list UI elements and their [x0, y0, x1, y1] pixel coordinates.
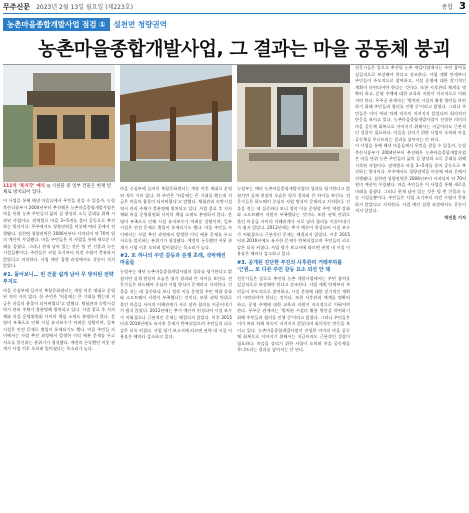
column-2-text: 마을 중심부에 들어선 복합문화센터는 개장 이후 제대로 운영된 적이 거의 없다. 한 주민은 '처음에는 큰 기대를 했는데 지금은 마을의 흉물이 되어버렸다'고 말했다. 체험관과 숙박시설 역시 관리 주체가 불분명해 방치되고 있다. 사업 종료 후 지자체와 마을 운영위원회 사이의 책임 소재도 분명하지 않다. 운영비 부족으로 인해 시설 유지보수가 어려운 상황이며, 일부 시설은 안전 문제로 출입이 통제되기도 했다. 마을 주민들 사이에서는 사업 추진 과정에서 발생한 이익 배분 문제를 두고 서로를 불신하는 분위기가 형성됐다. 예전의 돈독했던 이웃 관계가 사업 이후 오히려 멀어졌다는 목소리가 높다. [120, 186, 232, 250]
column-1 [3, 198, 115, 511]
paper-name: 무주신문 [3, 2, 31, 11]
column-2-text-b: 농림부는 매년 농촌마을종합개발사업의 성과를 평가한다고 밝혔지만 실제 현장의 모습은 평가 결과와 큰 차이를 보인다. 전문가들은 하드웨어 중심의 사업 방식이 문제라고 지적한다. 건물을 짓는 데 집중하다 보니 정작 이를 운영할 주민 역량 강화와 소프트웨어 지원이 부족했다는 것이다. 또한 권역 단위로 묶인 마을들 사이의 이해관계가 서로 달라 합의를 이끌어내기가 쉽지 않았다. 2012년에는 추가 예산이 편성되어 시설 보수가 이뤄졌으나 근본적인 문제는 해결되지 않았다. 이후 2015년과 2016년에도 유사한 문제가 반복되었으며 주민들의 피로감은 더욱 커졌다. 사업 평가 보고서에 따르면 권역 내 시설 이용률은 해마다 감소하고 있다. [120, 269, 232, 339]
masthead [3, 0, 466, 14]
byline: 박진훈 기자 [444, 214, 466, 220]
photo-wooden-shelter [120, 65, 232, 182]
series-subtitle: 설천면 청량권역 [113, 20, 167, 29]
issue-date: 2023년 2월 13일 월요일 (제223호) [36, 4, 133, 11]
column-1-text-b: 마을 중심부에 들어선 복합문화센터는 개장 이후 제대로 운영된 적이 거의 없다. 한 주민은 '처음에는 큰 기대를 했는데 지금은 마을의 흉물이 되어버렸다'고 말했다. 체험관과 숙박시설 역시 관리 주체가 불분명해 방치되고 있다. 사업 종료 후 지자체와 마을 운영위원회 사이의 책임 소재도 분명하지 않다. 운영비 부족으로 인해 시설 유지보수가 어려운 상황이며, 일부 시설은 안전 문제로 출입이 통제되기도 했다. 마을 주민들 사이에서는 사업 추진 과정에서 발생한 이익 배분 문제를 두고 서로를 불신하는 분위기가 형성됐다. 예전의 돈독했던 이웃 관계가 사업 이후 오히려 멀어졌다는 목소리가 높다. [3, 287, 115, 351]
column-4-text-b: 이 사업을 통해 해낸 마을들에서 무엇을 찾을 수 있을까. 농림축산식품부가 2004년부터 추진해온 농촌마을종합개발사업은 마을 단위 농촌 주민들의 삶의 질 향상과 소득 증대를 위해 시작된 사업이다. 권역별로 마을 3~5개를 묶어 공동으로 추진하는 방식이다. 무주에서도 청량권역을 비롯해 여러 곳에서 진행됐다. 설천면 청량권역은 2006년부터 시작되어 약 70억 원의 예산이 투입됐다. 마을 주민들은 이 사업을 통해 새로운 미래를 꿈꿨다. 그러나 현재 남아 있는 것은 텅 빈 건물과 녹슨 시설들뿐이다. 주민들은 사업 초기부터 의견 수렴이 충분하지 않았다고 지적한다. 사업 예산 집행 과정에서도 갈등이 적지 않았다. [355, 143, 466, 213]
column-3 [237, 186, 350, 511]
column-2 [120, 186, 232, 511]
column-3-text-b: 전문가들은 앞으로 추진될 농촌 개발사업에서는 주민 참여를 실질적으로 보장해야 한다고 강조한다. 사업 계획 단계부터 주민들이 주도적으로 참여하고, 시설 운영에 대한 장기적인 계획이 마련되어야 한다는 것이다. 또한 사후관리 체계를 명확히 하고, 운영 주체에 대한 교육과 지원이 지속적으로 이뤄져야 한다. 무주군 관계자는 '방치된 시설의 활용 방안을 마련하기 위해 주민들과 협의를 진행 중'이라고 밝혔다. 그러나 주민들은 이미 여러 차례 약속이 지켜지지 않았다며 회의적인 반응을 보이고 있다. 농촌마을종합개발사업이 진정한 의미의 마을 공동체 회복으로 이어지기 위해서는 지금이라도 근본적인 성찰이 필요하다. 마을을 살리기 위한 사업이 오히려 마을 공동체를 무너뜨리는 결과를 낳아서는 안 된다. [237, 275, 350, 352]
series-header [3, 18, 466, 31]
column-1-text: 이 사업을 통해 해낸 마을들에서 무엇을 찾을 수 있을까. 농림축산식품부가 2004년부터 추진해온 농촌마을종합개발사업은 마을 단위 농촌 주민들의 삶의 질 향상과 소득 증대를 위해 시작된 사업이다. 권역별로 마을 3~5개를 묶어 공동으로 추진하는 방식이다. 무주에서도 청량권역을 비롯해 여러 곳에서 진행됐다. 설천면 청량권역은 2006년부터 시작되어 약 70억 원의 예산이 투입됐다. 마을 주민들은 이 사업을 통해 새로운 미래를 꿈꿨다. 그러나 현재 남아 있는 것은 텅 빈 건물과 녹슨 시설들뿐이다. 주민들은 사업 초기부터 의견 수렴이 충분하지 않았다고 지적한다. 사업 예산 집행 과정에서도 갈등이 적지 않았다. [3, 198, 115, 268]
series-tag: 농촌마을종합개발사업 점검 ① [3, 18, 110, 31]
subhead-2: #2. 또 하나의 주민 갈등과 분쟁 초래, 삭막해진 마을들 [120, 253, 226, 266]
photo-caption [3, 184, 115, 196]
subhead-1: #1. 돌아보니… 빈 건물 쉽게 남아 무 방치된 전략 부지도 [3, 271, 114, 285]
column-3-text: 농림부는 매년 농촌마을종합개발사업의 성과를 평가한다고 밝혔지만 실제 현장의 모습은 평가 결과와 큰 차이를 보인다. 전문가들은 하드웨어 중심의 사업 방식이 문제라고 지적한다. 건물을 짓는 데 집중하다 보니 정작 이를 운영할 주민 역량 강화와 소프트웨어 지원이 부족했다는 것이다. 또한 권역 단위로 묶인 마을들 사이의 이해관계가 서로 달라 합의를 이끌어내기가 쉽지 않았다. 2012년에는 추가 예산이 편성되어 시설 보수가 이뤄졌으나 근본적인 문제는 해결되지 않았다. 이후 2015년과 2016년에도 유사한 문제가 반복되었으며 주민들의 피로감은 더욱 커졌다. 사업 평가 보고서에 따르면 권역 내 시설 이용률은 해마다 감소하고 있다. [237, 186, 350, 256]
section-label: 종합 [441, 4, 454, 11]
headline: 농촌마을종합개발사업, 그 결과는 마을 공동체 붕괴 [38, 38, 451, 60]
caption-highlight: 111억 ‘복지각’ 예식 [3, 184, 46, 189]
article-body [3, 65, 466, 511]
photo-abandoned-building [237, 65, 350, 182]
column-4 [355, 65, 466, 511]
photo-building-exterior [3, 65, 115, 182]
subhead-3: #3. 공개된 진단한 부진의 사후관리 거래부하를 ‘근원… 또 다른 주민 갈등 요소 되선 안 돼 [237, 259, 343, 273]
page-number: 3 [459, 1, 466, 12]
column-4-text: 전문가들은 앞으로 추진될 농촌 개발사업에서는 주민 참여를 실질적으로 보장해야 한다고 강조한다. 사업 계획 단계부터 주민들이 주도적으로 참여하고, 시설 운영에 대한 장기적인 계획이 마련되어야 한다는 것이다. 또한 사후관리 체계를 명확히 하고, 운영 주체에 대한 교육과 지원이 지속적으로 이뤄져야 한다. 무주군 관계자는 '방치된 시설의 활용 방안을 마련하기 위해 주민들과 협의를 진행 중'이라고 밝혔다. 그러나 주민들은 이미 여러 차례 약속이 지켜지지 않았다며 회의적인 반응을 보이고 있다. 농촌마을종합개발사업이 진정한 의미의 마을 공동체 회복으로 이어지기 위해서는 지금이라도 근본적인 성찰이 필요하다. 마을을 살리기 위한 사업이 오히려 마을 공동체를 무너뜨리는 결과를 낳아서는 안 된다. [355, 65, 466, 142]
caption-text: ◎ 시설물 중 일부 건물은 현재 빈 채로 방치되어 있다. [3, 184, 112, 195]
